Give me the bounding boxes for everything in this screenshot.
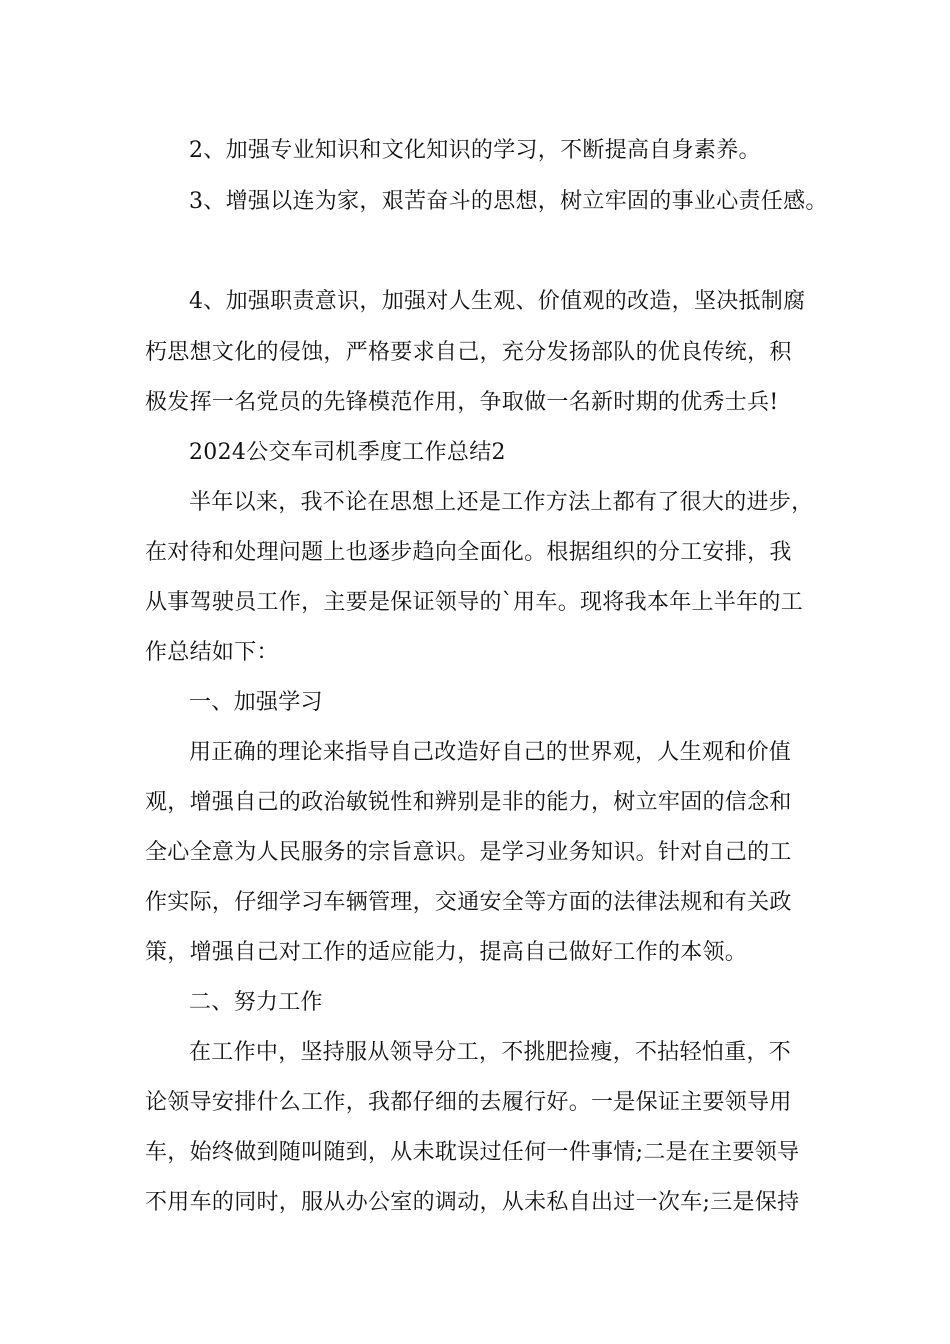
list-item-4-line-2: 朽思想文化的侵蚀，严格要求自己，充分发扬部队的优良传统，积 — [145, 340, 792, 365]
paragraph-study-line-5: 策，增强自己对工作的适应能力，提高自己做好工作的本领。 — [145, 940, 748, 965]
list-item-2: 2、加强专业知识和文化知识的学习，不断提高自身素养。 — [189, 138, 761, 163]
paragraph-intro-line-3: 从事驾驶员工作，主要是保证领导的`用车。现将我本年上半年的工 — [145, 590, 804, 615]
list-item-4-line-3: 极发挥一名党员的先锋模范作用，争取做一名新时期的优秀士兵! — [145, 390, 779, 415]
heading-strengthen-study: 一、加强学习 — [189, 690, 323, 715]
paragraph-study-line-2: 观，增强自己的政治敏锐性和辨别是非的能力，树立牢固的信念和 — [145, 790, 792, 815]
paragraph-work-line-2: 论领导安排什么工作，我都仔细的去履行好。一是保证主要领导用 — [145, 1090, 792, 1115]
heading-work-hard: 二、努力工作 — [189, 990, 323, 1015]
paragraph-study-line-1: 用正确的理论来指导自己改造好自己的世界观，人生观和价值 — [189, 740, 792, 765]
list-item-4-line-1: 4、加强职责意识，加强对人生观、价值观的改造，坚决抵制腐 — [189, 289, 806, 314]
paragraph-work-line-3: 车，始终做到随叫随到，从未耽误过任何一件事情;二是在主要领导 — [145, 1140, 800, 1165]
paragraph-intro-line-2: 在对待和处理问题上也逐步趋向全面化。根据组织的分工安排，我 — [145, 540, 792, 565]
section-title: 2024公交车司机季度工作总结2 — [189, 440, 506, 465]
paragraph-intro-line-4: 作总结如下： — [145, 640, 279, 665]
paragraph-study-line-3: 全心全意为人民服务的宗旨意识。是学习业务知识。针对自己的工 — [145, 840, 792, 865]
paragraph-intro-line-1: 半年以来，我不论在思想上还是工作方法上都有了很大的进步， — [189, 490, 814, 515]
paragraph-work-line-4: 不用车的同时，服从办公室的调动，从未私自出过一次车;三是保持 — [145, 1190, 800, 1215]
list-item-3: 3、增强以连为家，艰苦奋斗的思想，树立牢固的事业心责任感。 — [189, 189, 828, 214]
paragraph-work-line-1: 在工作中，坚持服从领导分工，不挑肥捡瘦，不拈轻怕重，不 — [189, 1040, 792, 1065]
paragraph-study-line-4: 作实际，仔细学习车辆管理，交通安全等方面的法律法规和有关政 — [145, 890, 792, 915]
